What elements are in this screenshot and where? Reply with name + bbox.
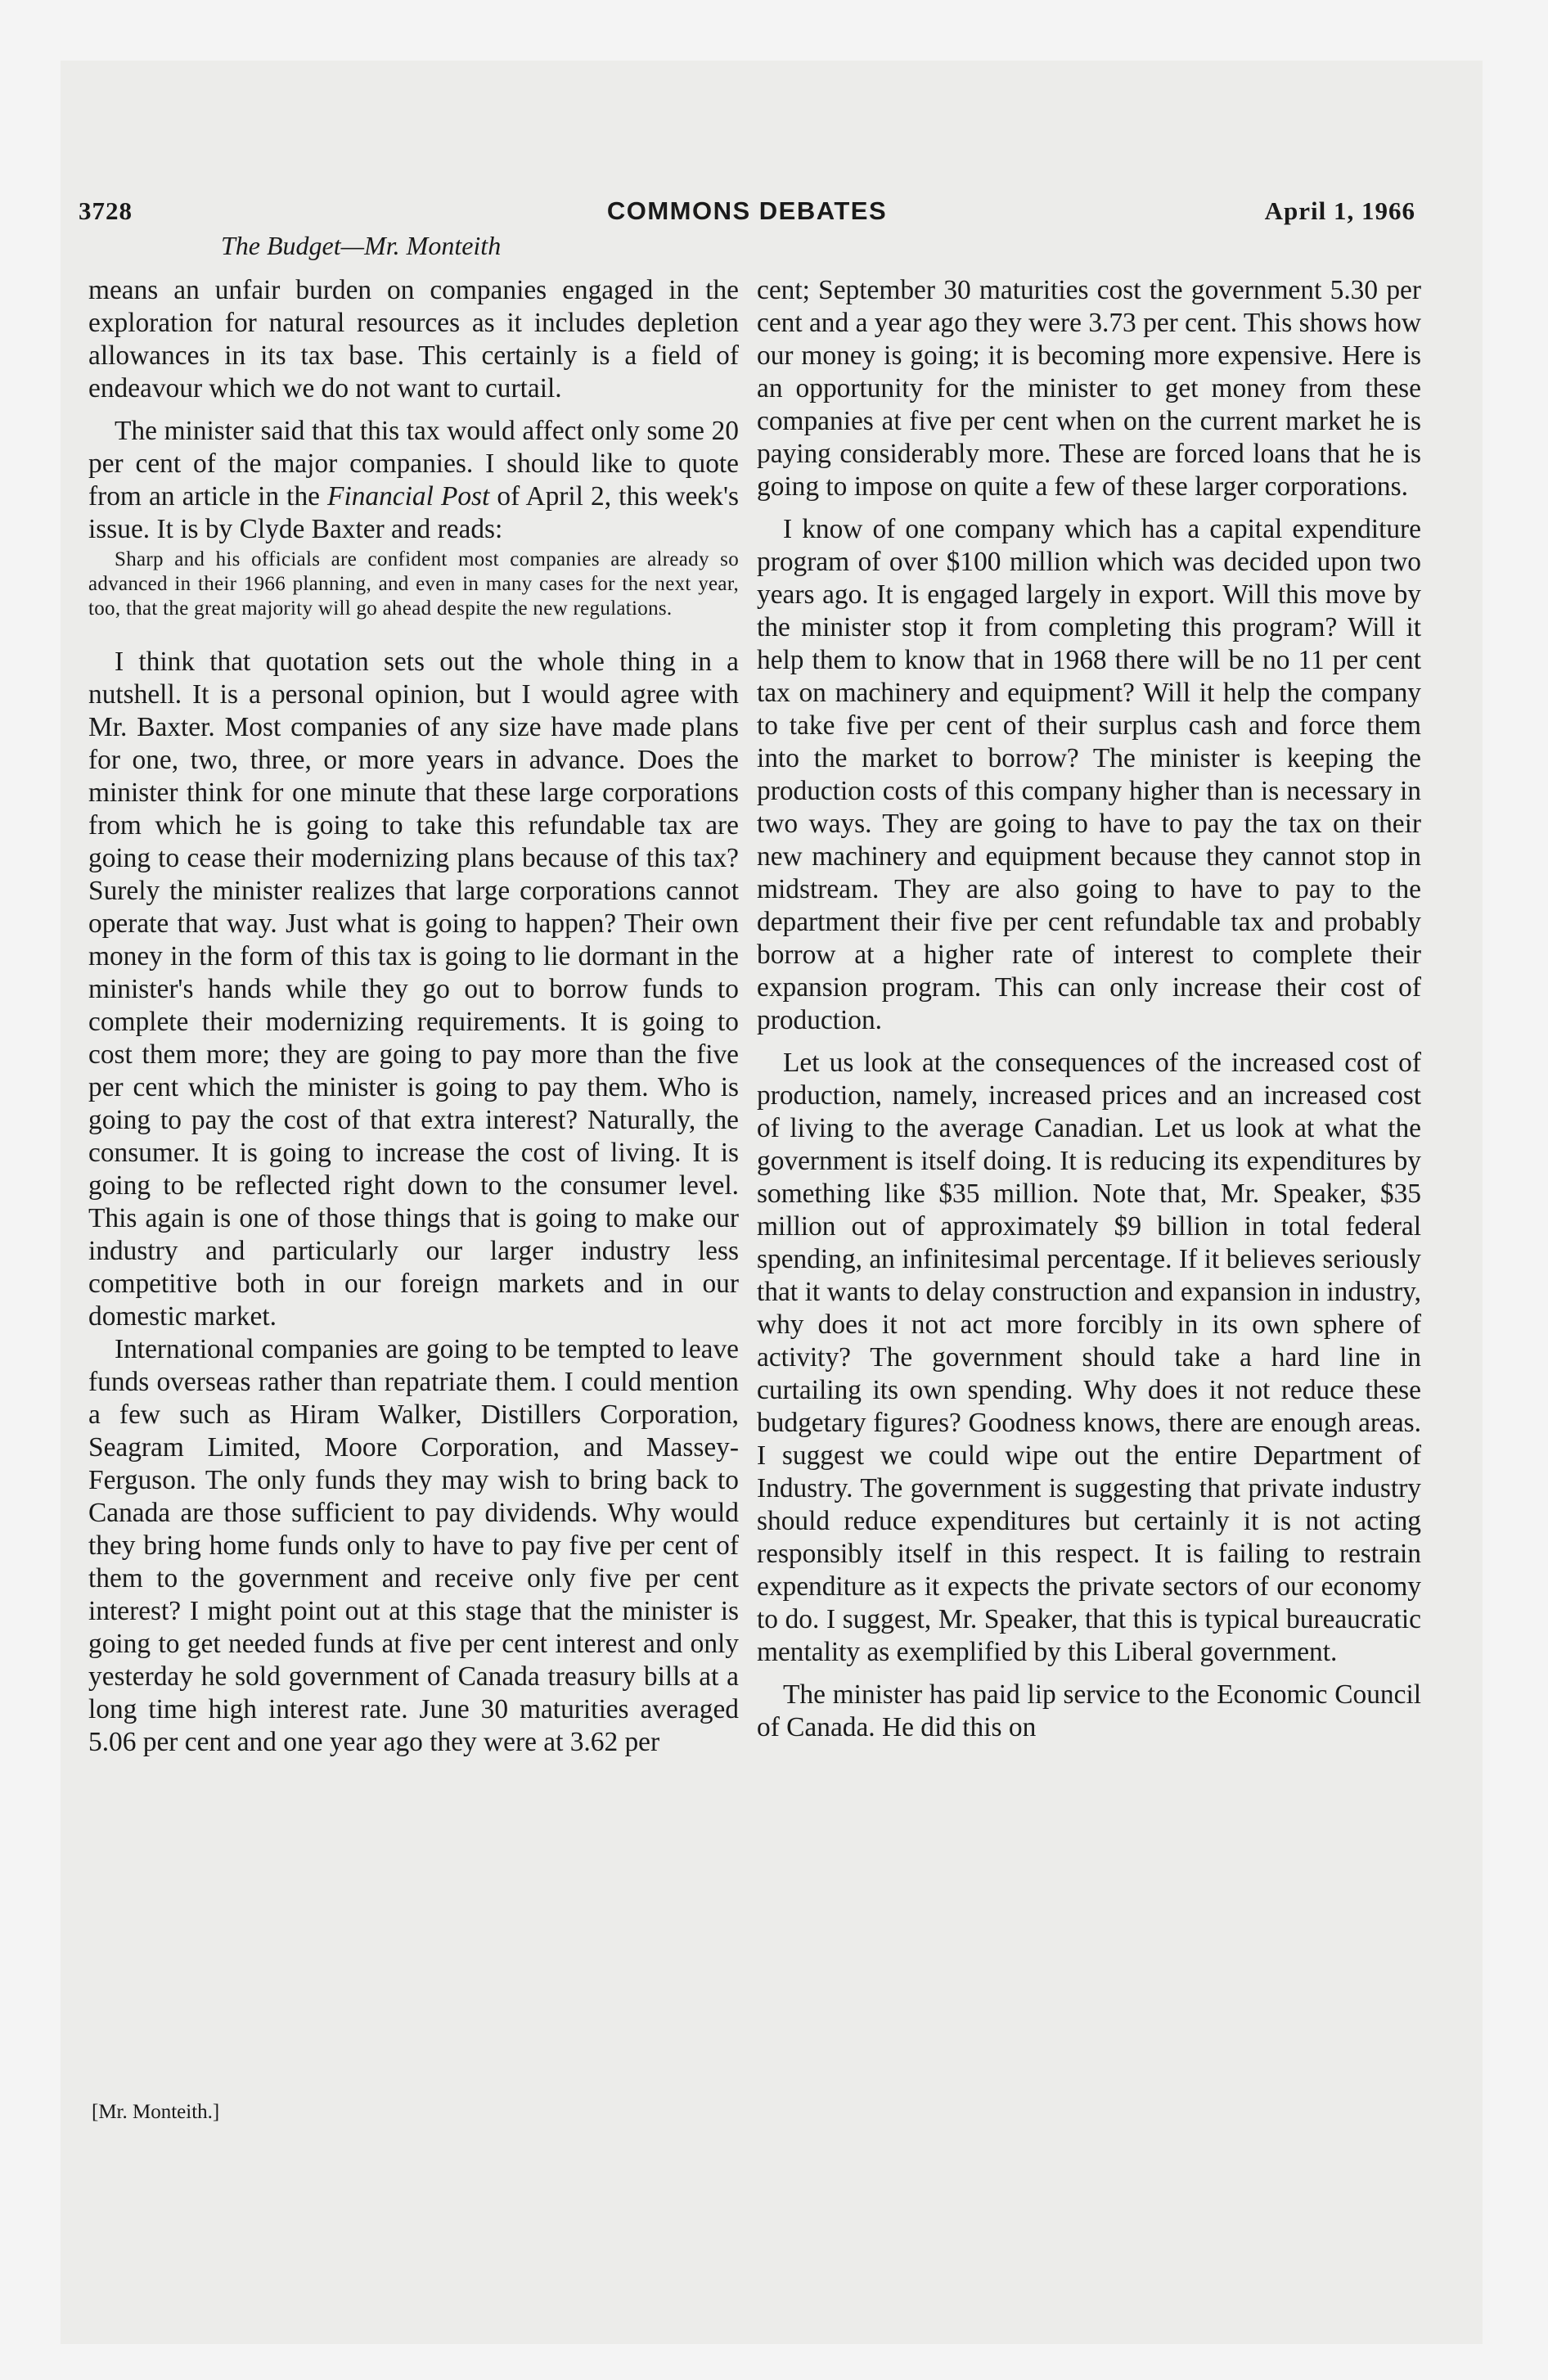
journal-title: COMMONS DEBATES [606,196,888,225]
block-quote: Sharp and his officials are confident most companies are already so advanced in their 1966 planning, and even in many cases for the next year, too, that the great majority will go ahead despite the new regulations. [88,548,739,620]
page-header [79,190,1415,236]
paragraph [88,415,739,546]
paragraph: I think that quotation sets out the whole thing in a nutshell. It is a personal opinion, but I would agree with Mr. Baxter. Most companies of any size have made plans for one, two, three, or more years in advance. Does the minister think for one minute that these large corporations from which he is going to take this refundable tax are going to cease their modernizing plans because of this tax? Surely the minister realizes that large corporations cannot operate that way. Just what is going to happen? Their own money in the form of this tax is going to lie dormant in the minister's hands while they go out to borrow funds to complete their modernizing requirements. It is going to cost them more; they are going to pay more than the five per cent which the minister is going to pay them. Who is going to pay the cost of that extra interest? Naturally, the consumer. It is going to increase the cost of living. It is going to be reflected right down to the consumer level. This again is one of those things that is going to make our industry and particularly our larger industry less competitive both in our foreign markets and in our domestic market. [88,647,739,1332]
page-number: 3728 [79,196,133,225]
paragraph: I know of one company which has a capital expenditure program of over $100 million which was decided upon two years ago. It is engaged largely in export. Will this move by the minister stop it from completing this program? Will it help them to know that in 1968 there will be no 11 per cent tax on machinery and equipment? Will it help the company to take five per cent of their surplus cash and force them into the market to borrow? The minister is keeping the production costs of this company higher than is necessary in two ways. They are going to have to pay the tax on their new machinery and equipment because they cannot stop in midstream. They are also going to have to pay to the department their five per cent refundable tax and probably borrow at a higher rate of interest to complete their expansion program. This can only increase their cost of production. [757,514,1421,1035]
paragraph: cent; September 30 maturities cost the government 5.30 per cent and a year ago they were 3.73 per cent. This shows how our money is going; it is becoming more expensive. Here is an opportunity for the minister to get money from these companies at five per cent when on the current market he is paying considerably more. These are forced loans that he is going to impose on quite a few of these larger corporations. [757,275,1421,502]
paragraph: means an unfair burden on companies engaged in the exploration for natural resources as it includes depletion allowances in its tax base. This certainly is a field of endeavour which we do not want to curtail. [88,275,739,403]
speaker-attribution: [Mr. Monteith.] [92,2101,220,2123]
right-column [757,274,1421,1744]
paragraph-text: The minister said that this tax would affect only some 20 per cent of the major companies. I should like to quote from an article in the [88,416,739,512]
page-date: April 1, 1966 [1264,196,1415,225]
paragraph: The minister has paid lip service to the Economic Council of Canada. He did this on [757,1679,1421,1742]
paragraph: Let us look at the consequences of the increased cost of production, namely, increased prices and an increased cost of living to the average Canadian. Let us look at what the government is itself doing. It is reducing its expenditures by something like $35 million. Note that, Mr. Speaker, $35 million out of approximately $9 billion in total federal spending, an infinitesimal percentage. If it believes seriously that it wants to delay construction and expansion in industry, why does it not act more forcibly in its own sphere of activity? The government should take a hard line in curtailing its own spending. Why does it not reduce these budgetary figures? Goodness knows, there are enough areas. I suggest we could wipe out the entire Department of Industry. The government is suggesting that private industry should reduce expenditures but certainly it is not acting responsibly itself in this respect. It is failing to restrain expenditure as it expects the private sectors of our economy to do. I suggest, Mr. Speaker, that this is typical bureaucratic mentality as exemplified by this Liberal government. [757,1048,1421,1667]
running-head: The Budget—Mr. Monteith [221,231,502,260]
paragraph-text: of April 2, this week's issue. It is by Clyde Baxter and reads: [88,481,739,544]
paragraph: International companies are going to be tempted to leave funds overseas rather than repatriate them. I could mention a few such as Hiram Walker, Distillers Corporation, Seagram Limited, Moore Corporation, and Massey-Ferguson. The only funds they may wish to bring back to Canada are those sufficient to pay dividends. Why would they bring home funds only to have to pay five per cent of them to the government and receive only five per cent interest? I might point out at this stage that the minister is going to get needed funds at five per cent interest and only yesterday he sold government of Canada treasury bills at a long time high interest rate. June 30 maturities averaged 5.06 per cent and one year ago they were at 3.62 per [88,1334,739,1757]
publication-title: Financial Post [327,481,490,512]
left-column [88,274,739,1759]
